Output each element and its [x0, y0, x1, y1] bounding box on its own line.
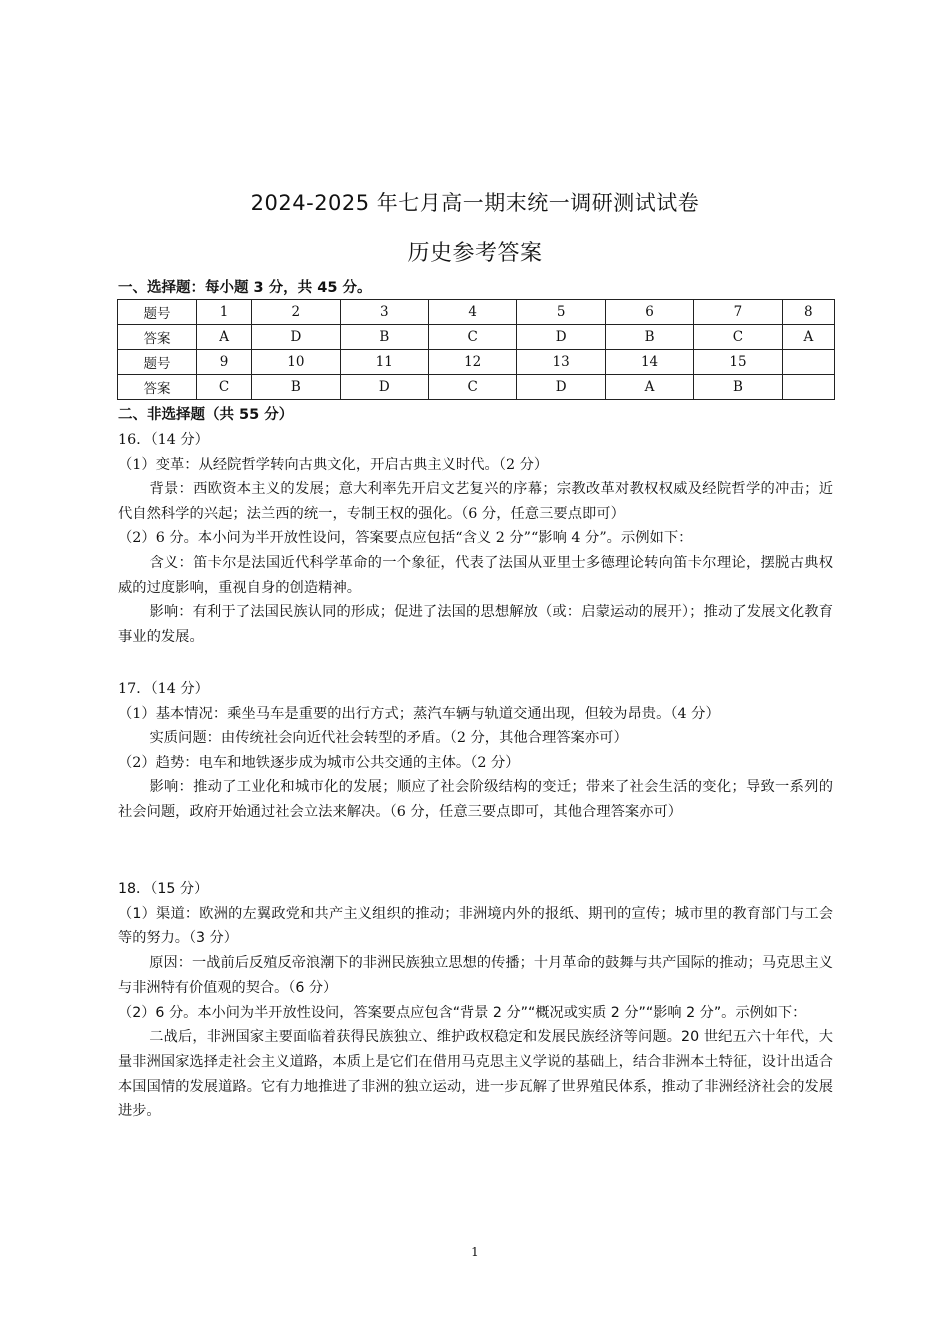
answer-paragraph: （1）基本情况：乘坐马车是重要的出行方式；蒸汽车辆与轨道交通出现，但较为昂贵。（4 分）	[118, 705, 720, 722]
answer-cell: A	[605, 375, 693, 400]
question-17-answer	[118, 677, 833, 825]
question-number: 7	[694, 300, 782, 325]
question-number: 11	[340, 350, 428, 375]
answer-paragraph: 实质问题：由传统社会向近代社会转型的矛盾。（2 分，其他合理答案亦可）	[149, 730, 628, 747]
answer-cell: A	[782, 325, 834, 350]
answer-paragraph: 背景：西欧资本主义的发展；意大利率先开启文艺复兴的序幕；宗教改革对教权权威及经院哲学的冲击；近代自然科学的兴起；法兰西的统一，专制王权的强化。（6 分，任意三要点即可）	[118, 481, 833, 522]
question-number: 13	[517, 350, 605, 375]
answer-paragraph: （1）渠道：欧洲的左翼政党和共产主义组织的推动；非洲境内外的报纸、期刊的宣传；城市里的教育部门与工会等的努力。（3 分）	[118, 905, 833, 947]
answer-cell: B	[340, 325, 428, 350]
answer-cell: C	[428, 325, 516, 350]
answer-paragraph: （2）6 分。本小问为半开放性设问，答案要点应包含“背景 2 分”“概况或实质 2 分”“影响 2 分”。示例如下：	[118, 1004, 807, 1021]
question-number: 9	[197, 350, 252, 375]
question-number: 14	[605, 350, 693, 375]
page-number: 1	[471, 1245, 479, 1259]
question-number: 1	[197, 300, 252, 325]
table-row	[118, 300, 835, 325]
answer-cell: D	[517, 325, 605, 350]
answer-table	[117, 299, 835, 400]
answer-cell: B	[605, 325, 693, 350]
answer-cell: C	[694, 325, 782, 350]
question-number: 15	[694, 350, 782, 375]
row-label-question: 题号	[118, 300, 197, 325]
table-row	[118, 325, 835, 350]
table-row	[118, 375, 835, 400]
section-2-heading: 二、非选择题（共 55 分）	[118, 407, 294, 423]
empty-cell	[782, 350, 834, 375]
question-number: 4	[428, 300, 516, 325]
answer-paragraph: （1）变革：从经院哲学转向古典文化，开启古典主义时代。（2 分）	[118, 456, 549, 473]
row-label-answer: 答案	[118, 325, 197, 350]
question-heading: 16．（14 分）	[118, 432, 209, 448]
question-number: 2	[252, 300, 340, 325]
answer-cell: B	[694, 375, 782, 400]
answer-cell: D	[340, 375, 428, 400]
question-16-answer	[118, 428, 833, 649]
answer-cell: D	[252, 325, 340, 350]
question-heading: 17．（14 分）	[118, 681, 209, 697]
question-number: 3	[340, 300, 428, 325]
question-number: 6	[605, 300, 693, 325]
answer-cell: D	[517, 375, 605, 400]
question-number: 8	[782, 300, 834, 325]
question-number: 5	[517, 300, 605, 325]
document-title: 2024-2025 年七月高一期末统一调研测试试卷	[250, 191, 700, 215]
answer-paragraph: 影响：推动了工业化和城市化的发展；顺应了社会阶级结构的变迁；带来了社会生活的变化；导致一系列的社会问题，政府开始通过社会立法来解决。（6 分，任意三要点即可，其他合理答案亦可）	[118, 779, 833, 820]
answer-paragraph: 影响：有利于了法国民族认同的形成；促进了法国的思想解放（或：启蒙运动的展开）；推动了发展文化教育事业的发展。	[118, 604, 833, 645]
answer-paragraph: （2）趋势：电车和地铁逐步成为城市公共交通的主体。（2 分）	[118, 754, 520, 771]
question-number: 10	[252, 350, 340, 375]
question-number: 12	[428, 350, 516, 375]
document-subtitle: 历史参考答案	[407, 241, 543, 266]
answer-cell: C	[428, 375, 516, 400]
section-1-heading: 一、选择题：每小题 3 分，共 45 分。	[118, 280, 372, 296]
question-heading: 18．（15 分）	[118, 881, 209, 897]
question-18-answer	[118, 877, 833, 1124]
answer-paragraph: （2）6 分。本小问为半开放性设问，答案要点应包括“含义 2 分”“影响 4 分”。示例如下：	[118, 530, 693, 547]
answer-paragraph: 二战后，非洲国家主要面临着获得民族独立、维护政权稳定和发展民族经济等问题。20 世纪五六十年代，大量非洲国家选择走社会主义道路，本质上是它们在借用马克思主义学说的基础上，结合非洲本土特征，设计出适合本国国情的发展道路。它有力地推进了非洲的独立运动，进一步瓦解了世界殖民体系，推动了非洲经济社会的发展进步。	[118, 1029, 833, 1120]
answer-cell: C	[197, 375, 252, 400]
answer-cell: B	[252, 375, 340, 400]
answer-paragraph: 原因：一战前后反殖反帝浪潮下的非洲民族独立思想的传播；十月革命的鼓舞与共产国际的推动；马克思主义与非洲特有价值观的契合。（6 分）	[118, 955, 833, 996]
row-label-answer: 答案	[118, 375, 197, 400]
answer-cell: A	[197, 325, 252, 350]
row-label-question: 题号	[118, 350, 197, 375]
table-row	[118, 350, 835, 375]
empty-cell	[782, 375, 834, 400]
answer-paragraph: 含义：笛卡尔是法国近代科学革命的一个象征，代表了法国从亚里士多德理论转向笛卡尔理论，摆脱古典权威的过度影响，重视自身的创造精神。	[118, 554, 833, 596]
